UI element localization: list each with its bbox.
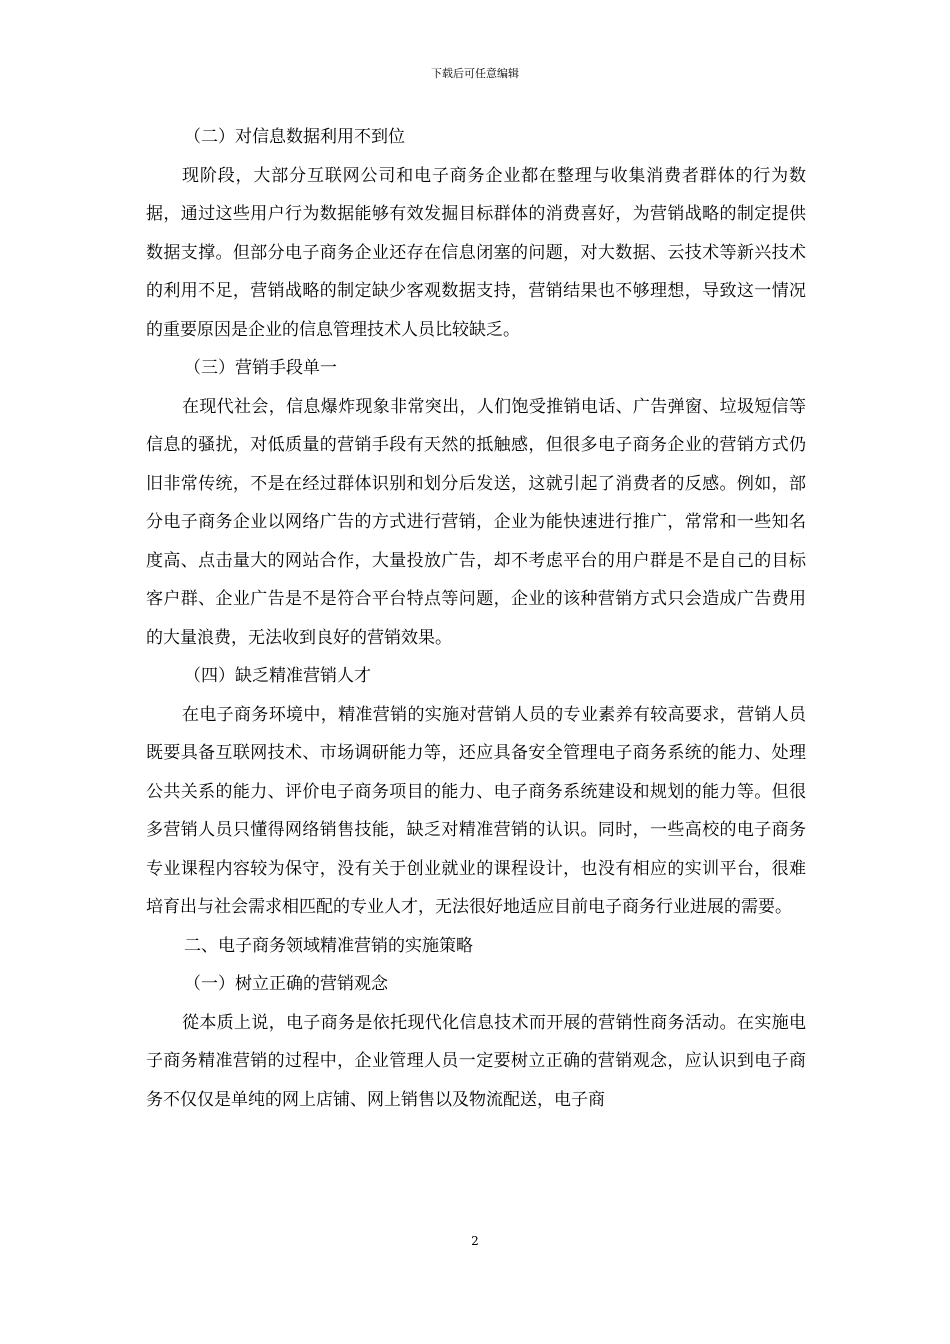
document-body — [146, 118, 806, 1119]
page-header-note: 下载后可任意编辑 — [431, 67, 519, 80]
page-number: 2 — [471, 1234, 479, 1248]
paragraph-marketing-concept: 從本质上说，电子商务是依托现代化信息技术而开展的营销性商务活动。在实施电子商务精准营销的过程中，企业管理人员一定要树立正确的营销观念，应认识到电子商务不仅仅是单纯的网上店铺、网上销售以及物流配送，电子商 — [146, 1012, 806, 1110]
paragraph-marketing-methods: 在现代社会，信息爆炸现象非常突出，人们饱受推销电话、广告弹窗、垃圾短信等信息的骚扰，对低质量的营销手段有天然的抵触感，但很多电子商务企业的营销方式仍旧非常传统，不是在经过群体识别和划分后发送，这就引起了消费者的反感。例如，部分电子商务企业以网络广告的方式进行营销，企业为能快速进行推广，常常和一些知名度高、点击量大的网站合作，大量投放广告，却不考虑平台的用户群是不是自己的目标客户群、企业广告是不是符合平台特点等问题，企业的该种营销方式只会造成广告费用的大量浪费，无法收到良好的营销效果。 — [146, 396, 806, 648]
paragraph-talent-shortage: 在电子商务环境中，精准营销的实施对营销人员的专业素养有较高要求，营销人员既要具备互联网技术、市场调研能力等，还应具备安全管理电子商务系统的能力、处理公共关系的能力、评价电子商务项目的能力、电子商务系统建设和规划的能力等。但很多营销人员只懂得网络销售技能，缺乏对精准营销的认识。同时，一些高校的电子商务专业课程内容较为保守，没有关于创业就业的课程设计，也没有相应的实训平台，很难培育出与社会需求相匹配的专业人才，无法很好地适应目前电子商务行业进展的需要。 — [146, 704, 806, 917]
paragraph-data-utilization: 现阶段，大部分互联网公司和电子商务企业都在整理与收集消费者群体的行为数据，通过这些用户行为数据能够有效发掘目标群体的消费喜好，为营销战略的制定提供数据支撑。但部分电子商务企业还存在信息闭塞的问题，对大数据、云技术等新兴技术的利用不足，营销战略的制定缺少客观数据支持，营销结果也不够理想，导致这一情况的重要原因是企业的信息管理技术人员比较缺乏。 — [146, 165, 806, 340]
section-heading-3: （三）营销手段单一 — [184, 358, 337, 378]
section-heading-4: （四）缺乏精准营销人才 — [184, 666, 371, 686]
chapter-heading-strategies: 二、电子商务领域精准营销的实施策略 — [184, 935, 473, 956]
section-heading-2: （二）对信息数据利用不到位 — [184, 127, 405, 147]
section-heading-1: （一）树立正确的营销观念 — [184, 974, 388, 994]
